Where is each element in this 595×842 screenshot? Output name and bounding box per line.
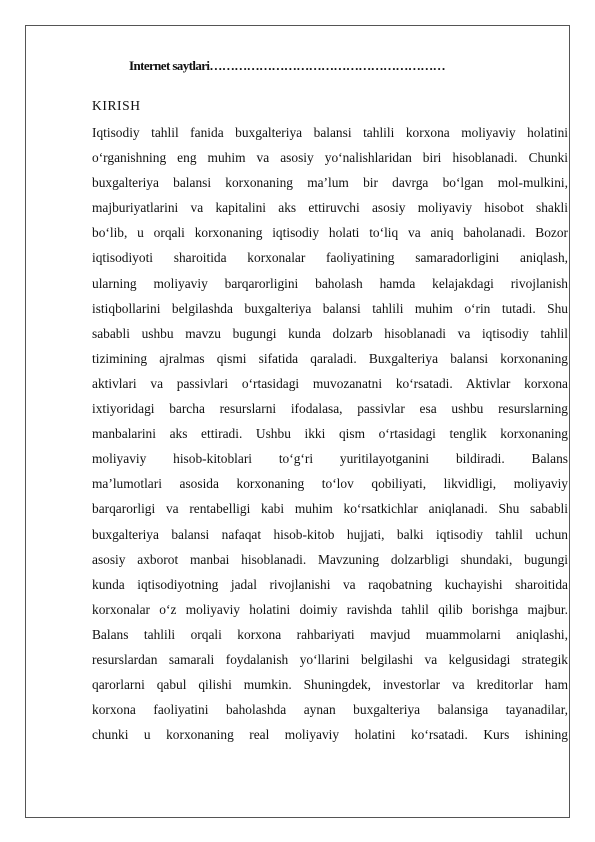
paragraph-line: qarorlarni qabul qilishi mumkin. Shuningdek, investorlar va kreditorlar ham <box>92 677 568 693</box>
paragraph-line: ularning moliyaviy barqarorligini baholash hamda kelajakdagi rivojlanish <box>92 275 568 291</box>
paragraph-line: chunki u korxonaning real moliyaviy holatini ko‘rsatadi. Kurs ishining <box>92 727 568 743</box>
paragraph-line: aktivlari va passivlari o‘rtasidagi muvozanatni ko‘rsatadi. Aktivlar korxona <box>92 375 568 391</box>
paragraph-line: buxgalteriya balansi nafaqat hisob-kitob hujjati, balki iqtisodiy tahlil uchun <box>92 526 568 542</box>
paragraph-line: ma’lumotlari asosida korxonaning to‘lov qobiliyati, likvidligi, moliyaviy <box>92 476 568 492</box>
toc-entry-internet-sites: Internet saytlari………………………………………………… <box>129 58 446 73</box>
paragraph-line: buxgalteriya balansi korxonaning ma’lum bir davrga bo‘lgan mol-mulkini, <box>92 175 568 191</box>
paragraph-line: korxona faoliyatini baholashda aynan buxgalteriya balansiga tayanadilar, <box>92 702 568 718</box>
paragraph-line: o‘rganishning eng muhim va asosiy yo‘nalishlaridan biri hisoblanadi. Chunki <box>92 150 568 166</box>
paragraph-line: kunda iqtisodiyotning jadal rivojlanishi va raqobatning kuchayishi sharoitida <box>92 576 568 592</box>
paragraph-line: majburiyatlarini va kapitalini aks ettiruvchi asosiy moliyaviy hisobot shakli <box>92 200 568 216</box>
paragraph-line: korxonalar o‘z moliyaviy holatini doimiy ravishda tahlil qilib borishga majbur. <box>92 601 568 617</box>
paragraph-line: ixtiyoridagi barcha resurslarni ifodalasa, passivlar esa ushbu resurslarning <box>92 401 568 417</box>
section-heading-introduction: KIRISH <box>92 98 141 113</box>
paragraph-line: Balans tahlili orqali korxona rahbariyati mavjud muammolarni aniqlashi, <box>92 626 568 642</box>
paragraph-line: iqtisodiyoti sharoitida korxonalar faoliyatining samaradorligini aniqlash, <box>92 250 568 266</box>
paragraph-line: tizimining ajralmas qismi sifatida qaraladi. Buxgalteriya balansi korxonaning <box>92 350 568 366</box>
paragraph-line: istiqbollarini belgilashda buxgalteriya balansi tahlili muhim o‘rin tutadi. Shu <box>92 300 568 316</box>
paragraph-line: resurslardan samarali foydalanish yo‘llarini belgilashi va kelgusidagi strategik <box>92 651 568 667</box>
paragraph-line: sababli ushbu mavzu bugungi kunda dolzarb hisoblanadi va iqtisodiy tahlil <box>92 325 568 341</box>
paragraph-line: manbalarini aks ettiradi. Ushbu ikki qism o‘rtasidagi tenglik korxonaning <box>92 426 568 442</box>
introduction-paragraph <box>92 120 568 747</box>
paragraph-line: Iqtisodiy tahlil fanida buxgalteriya balansi tahlili korxona moliyaviy holatini <box>92 125 568 140</box>
paragraph-line: bo‘lib, u orqali korxonaning iqtisodiy holati to‘liq va aniq baholanadi. Bozor <box>92 225 568 241</box>
paragraph-line: barqarorligi va rentabelligi kabi muhim ko‘rsatkichlar aniqlanadi. Shu sababli <box>92 501 568 517</box>
paragraph-line: asosiy axborot manbai hisoblanadi. Mavzuning dolzarbligi shundaki, bugungi <box>92 551 568 567</box>
paragraph-line: moliyaviy hisob-kitoblari to‘g‘ri yuritilayotganini bildiradi. Balans <box>92 451 568 467</box>
